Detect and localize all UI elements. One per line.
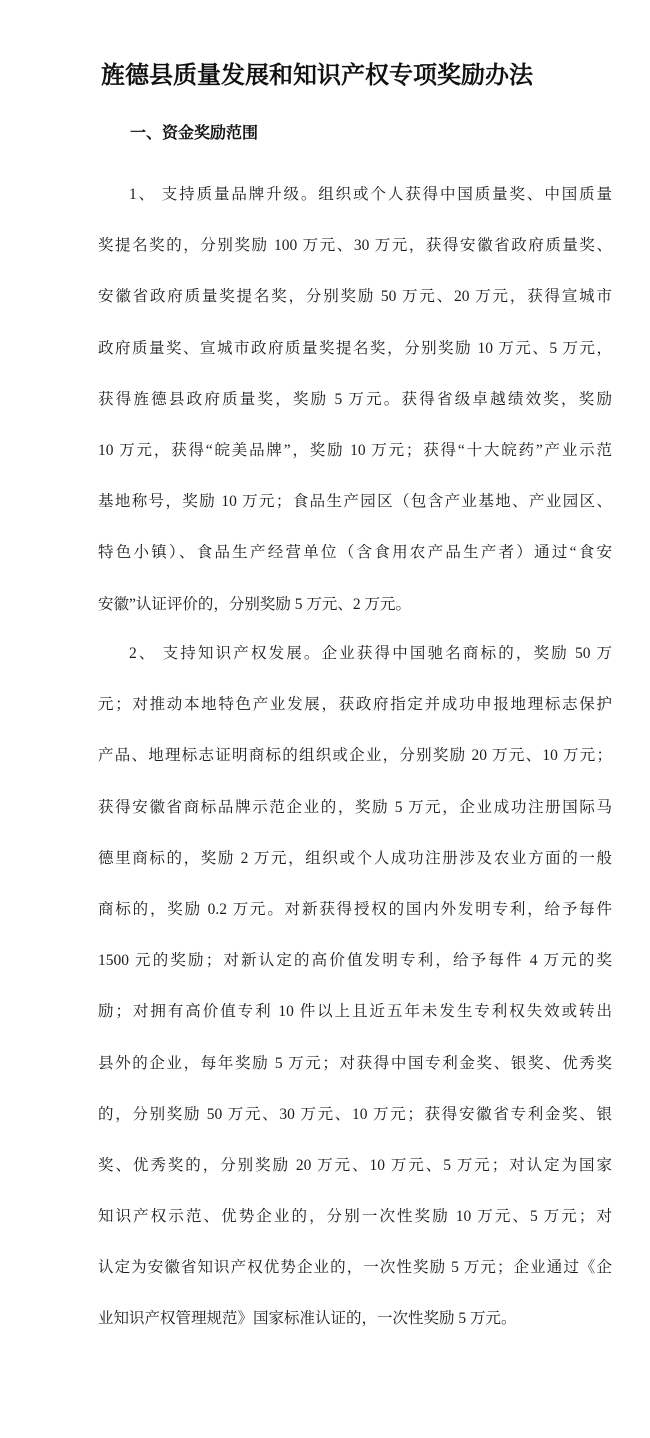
text-line: 安徽省政府质量奖提名奖，分别奖励 50 万元、20 万元，获得宣城市: [98, 288, 612, 306]
text-line: 基地称号，奖励 10 万元；食品生产园区（包含产业基地、产业园区、: [98, 493, 612, 511]
text-line: 10 万元，获得“皖美品牌”，奖励 10 万元；获得“十大皖药”产业示范: [98, 441, 612, 459]
text-line: 业知识产权管理规范》国家标准认证的，一次性奖励 5 万元。: [98, 1310, 517, 1328]
text-line: 1、 支持质量品牌升级。组织或个人获得中国质量奖、中国质量: [129, 186, 612, 203]
text-line: 获得安徽省商标品牌示范企业的，奖励 5 万元，企业成功注册国际马: [98, 798, 612, 816]
text-line: 特色小镇）、食品生产经营单位（含食用农产品生产者）通过“食安: [98, 544, 612, 562]
text-line: 奖、优秀奖的，分别奖励 20 万元、10 万元、5 万元；对认定为国家: [98, 1156, 612, 1174]
paragraph: [98, 643, 612, 1360]
text-line: 产品、地理标志证明商标的组织或企业，分别奖励 20 万元、10 万元；: [98, 747, 612, 765]
text-line: 商标的，奖励 0.2 万元。对新获得授权的国内外发明专利，给予每件: [98, 900, 612, 918]
text-line: 的，分别奖励 50 万元、30 万元、10 万元；获得安徽省专利金奖、银: [98, 1105, 612, 1123]
paragraph: [98, 184, 612, 645]
text-line: 德里商标的，奖励 2 万元，组织或个人成功注册涉及农业方面的一般: [98, 849, 612, 867]
text-line: 知识产权示范、优势企业的，分别一次性奖励 10 万元、5 万元；对: [98, 1208, 612, 1226]
text-line: 1500 元的奖励；对新认定的高价值发明专利，给予每件 4 万元的奖: [98, 952, 612, 970]
document-title: 旌德县质量发展和知识产权专项奖励办法: [101, 63, 533, 89]
text-line: 奖提名奖的，分别奖励 100 万元、30 万元，获得安徽省政府质量奖、: [98, 237, 612, 255]
text-line: 2、 支持知识产权发展。企业获得中国驰名商标的，奖励 50 万: [129, 645, 612, 662]
text-line: 励；对拥有高价值专利 10 件以上且近五年未发生专利权失效或转出: [98, 1003, 612, 1021]
text-line: 认定为安徽省知识产权优势企业的，一次性奖励 5 万元；企业通过《企: [98, 1259, 612, 1277]
section-heading: 一、资金奖励范围: [130, 125, 259, 142]
text-line: 获得旌德县政府质量奖，奖励 5 万元。获得省级卓越绩效奖，奖励: [98, 390, 612, 408]
text-line: 县外的企业，每年奖励 5 万元；对获得中国专利金奖、银奖、优秀奖: [98, 1054, 612, 1072]
text-line: 元；对推动本地特色产业发展，获政府指定并成功申报地理标志保护: [98, 696, 612, 714]
text-line: 安徽”认证评价的，分别奖励 5 万元、2 万元。: [98, 595, 412, 613]
text-line: 政府质量奖、宣城市政府质量奖提名奖，分别奖励 10 万元、5 万元，: [98, 339, 612, 357]
